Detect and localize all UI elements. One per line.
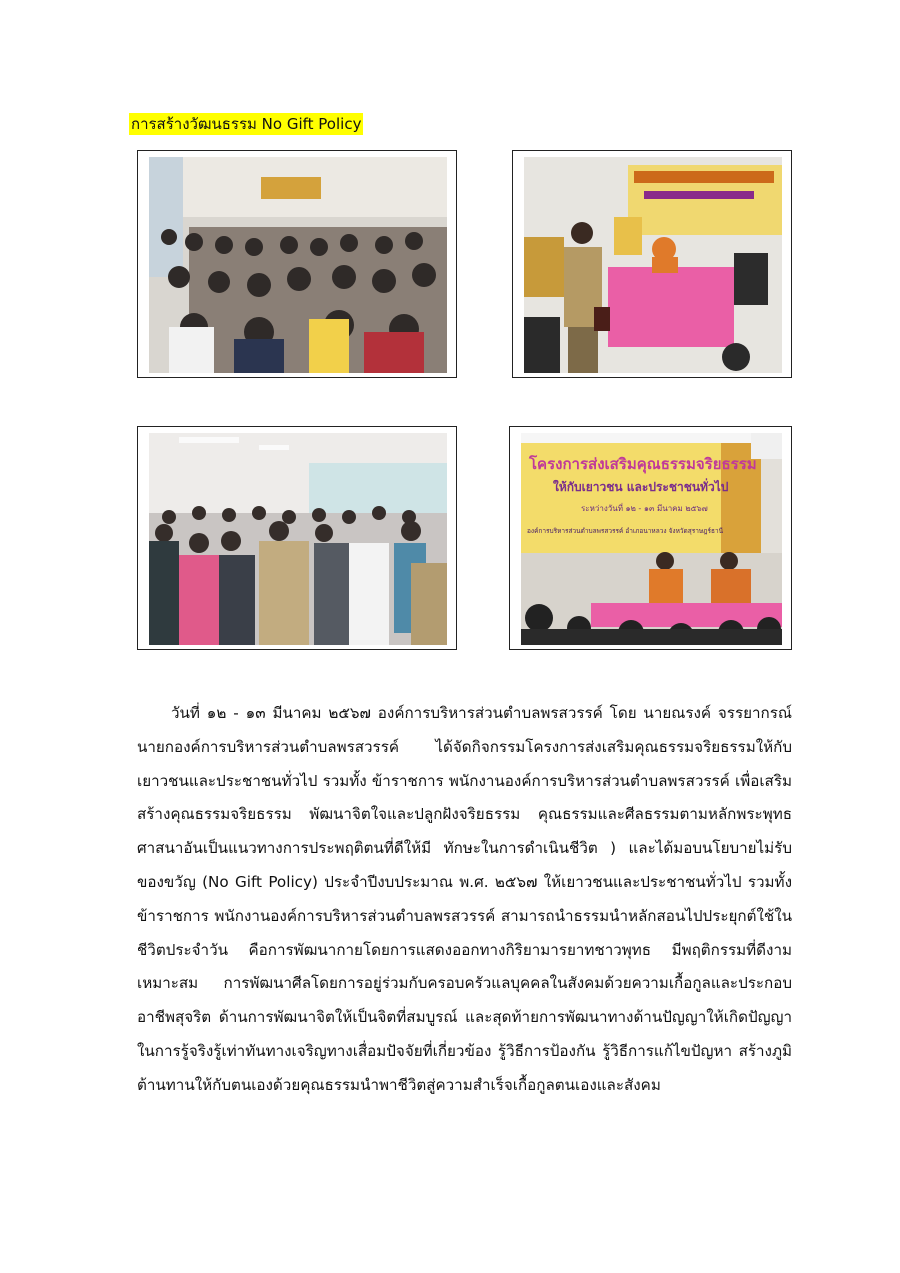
document-heading: การสร้างวัฒนธรรม No Gift Policy — [131, 115, 362, 133]
banner-title: โครงการส่งเสริมคุณธรรมจริยธรรม — [529, 455, 757, 473]
banner-subtitle: ให้กับเยาวชน และประชาชนทั่วไป — [553, 480, 729, 494]
audience-seated-photo — [149, 157, 447, 373]
paragraph-text: วันที่ ๑๒ - ๑๓ มีนาคม ๒๕๖๗ องค์การบริหารส่วนตำบลพรสวรรค์ โดย นายณรงค์ จรรยากรณ์ นายกองค์การบริหารส่วนตำบลพรสวรรค์ ได้จัดกิจกรรมโครงการส่งเสริมคุณธรรมจริยธรรมให้กับเยาวชนและประชาชนทั่วไป รวมทั้ง ข้าราชการ พนักงานองค์การบริหารส่วนตำบลพรสวรรค์ เพื่อเสริมสร้างคุณธรรมจริยธรรม พัฒนาจิตใจและปลูกฝังจริยธรรม คุณธรรมและศีลธรรมตามหลักพระพุทธศาสนาอันเป็นแนวทางการประพฤติตนที่ดีให้มี ทักษะในการดำเนินชีวิต ) และได้มอบนโยบายไม่รับของขวัญ (No Gift Policy) ประจำปีงบประมาณ พ.ศ. ๒๕๖๗ ให้เยาวชนและประชาชนทั่วไป รวมทั้ง ข้าราชการ พนักงานองค์การบริหารส่วนตำบลพรสวรรค์ สามารถนำธรรมนำหลักสอนไปประยุกต์ใช้ในชีวิตประจำวัน คือการพัฒนากายโดยการแสดงออกทางกิริยามารยาทชาวพุทธ มีพฤติกรรมที่ดีงามเหมาะสม การพัฒนาศีลโดยการอยู่ร่วมกับครอบครัวแลบุคคลในสังคมด้วยความเกื้อกูลและประกอบอาชีพสุจริต ด้านการพัฒนาจิตให้เป็นจิตที่สมบูรณ์ และสุดท้ายการพัฒนาทางด้านปัญญาให้เกิดปัญญาในการรู้จริงรู้เท่าทันทางเจริญทางเสื่อมปัจจัยที่เกี่ยวข้อง รู้วิธีการป้องกัน รู้วิธีการแก้ไขปัญหา สร้างภูมิต้านทานให้กับตนเองด้วยคุณธรรมนำพาชีวิตสู่ความสำเร็จเกื้อกูลตนเองและสังคม — [137, 704, 792, 1094]
photo-frame-2 — [512, 150, 792, 378]
body-paragraph — [137, 697, 792, 1103]
banner-date: ระหว่างวันที่ ๑๒ - ๑๓ มีนาคม ๒๕๖๗ — [581, 504, 708, 513]
photo-frame-1 — [137, 150, 457, 378]
standing-crowd-photo — [149, 433, 447, 645]
banner-org: องค์การบริหารส่วนตำบลพรสวรรค์ อำเภอนาหลวง จังหวัดสุราษฎร์ธานี — [527, 527, 724, 535]
photo-frame-3 — [137, 426, 457, 650]
monks-under-banner-photo — [521, 433, 782, 645]
photo-frame-4 — [509, 426, 792, 650]
speaker-with-monk-photo — [524, 157, 782, 373]
